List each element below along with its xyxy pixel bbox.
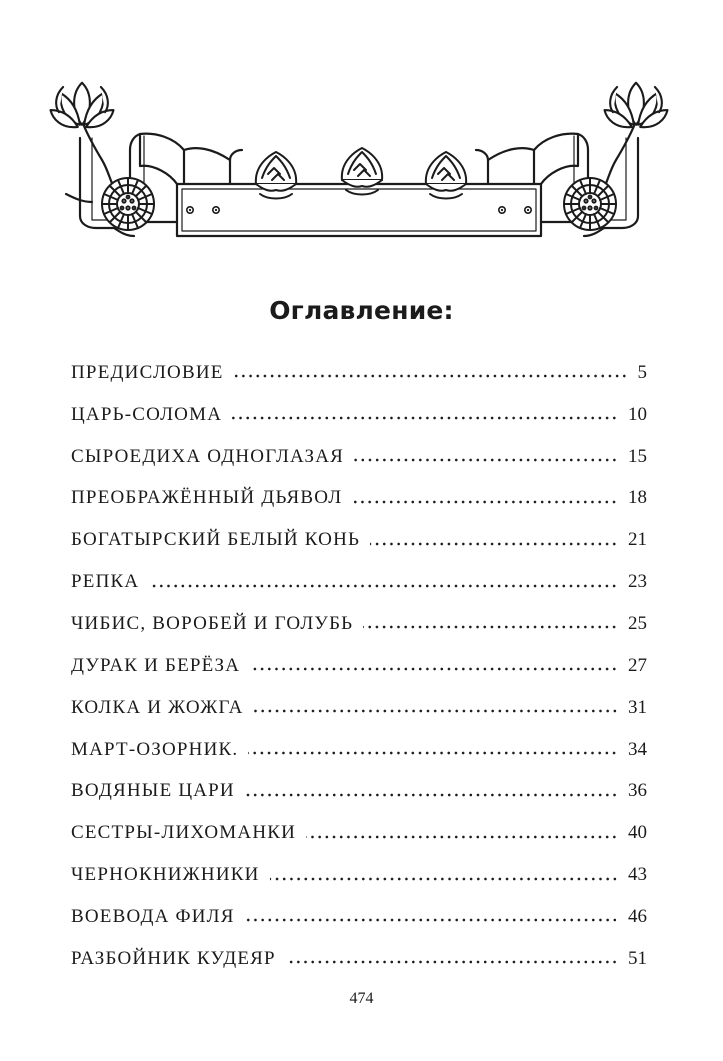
toc-entry-title: МАРТ-ОЗОРНИК. (71, 738, 239, 760)
dot-leader (370, 542, 618, 546)
toc-entry-page: 5 (637, 361, 647, 383)
dot-leader (232, 416, 618, 420)
toc-entry-page: 10 (628, 403, 647, 425)
toc-entry-page: 18 (628, 487, 647, 509)
toc-entry[interactable] (71, 854, 647, 896)
toc-entry[interactable] (71, 938, 647, 980)
toc-entry-title: КОЛКА И ЖОЖГА (71, 696, 244, 718)
toc-entry-title: ЧЕРНОКНИЖНИКИ (71, 864, 260, 886)
page-number: 474 (349, 990, 374, 1007)
dot-leader (286, 960, 618, 964)
toc-entry-title: БОГАТЫРСКИЙ БЕЛЫЙ КОНЬ (71, 529, 361, 551)
toc-entry-title: ВОЕВОДА ФИЛЯ (71, 905, 235, 927)
page-title: Оглавление: (269, 296, 454, 325)
toc-entry[interactable] (71, 645, 647, 687)
toc-entry-page: 25 (628, 612, 647, 634)
toc-entry-title: ПРЕДИСЛОВИЕ (71, 361, 224, 383)
toc-entry-page: 21 (628, 529, 647, 551)
toc-entry-title: ЧИБИС, ВОРОБЕЙ И ГОЛУБЬ (71, 612, 354, 634)
toc-entry-title: ВОДЯНЫЕ ЦАРИ (71, 780, 235, 802)
toc-entry-title: СЕСТРЫ-ЛИХОМАНКИ (71, 822, 297, 844)
toc-entry[interactable] (71, 394, 647, 436)
toc-entry[interactable] (71, 436, 647, 478)
dot-leader (245, 918, 618, 922)
toc-entry-page: 46 (628, 905, 647, 927)
toc-entry[interactable] (71, 812, 647, 854)
dot-leader (363, 625, 618, 629)
toc-entry[interactable] (71, 561, 647, 603)
toc-entry[interactable] (71, 687, 647, 729)
toc-entry-page: 23 (628, 571, 647, 593)
toc-entry[interactable] (71, 770, 647, 812)
dot-leader (245, 793, 618, 797)
toc-entry-page: 27 (628, 654, 647, 676)
toc-entry[interactable] (71, 352, 647, 394)
dot-leader (250, 667, 618, 671)
dot-leader (270, 877, 618, 881)
dot-leader (149, 584, 618, 588)
toc-entry-title: СЫРОЕДИХА ОДНОГЛАЗАЯ (71, 445, 345, 467)
toc-entry[interactable] (71, 729, 647, 771)
toc-entry-page: 43 (628, 864, 647, 886)
dot-leader (234, 374, 628, 378)
toc-entry-page: 31 (628, 696, 647, 718)
toc-entry-page: 51 (628, 947, 647, 969)
dot-leader (354, 458, 618, 462)
floral-banner-ornament-icon (44, 78, 674, 250)
dot-leader (248, 751, 618, 755)
toc-entry-page: 36 (628, 780, 647, 802)
dot-leader (352, 500, 618, 504)
dot-leader (306, 835, 618, 839)
toc-entry-title: РАЗБОЙНИК КУДЕЯР (71, 947, 276, 969)
toc-entry-title: ПРЕОБРАЖЁННЫЙ ДЬЯВОЛ (71, 487, 343, 509)
toc-entry[interactable] (71, 519, 647, 561)
table-of-contents (71, 352, 647, 980)
toc-entry-title: РЕПКА (71, 571, 140, 593)
toc-entry[interactable] (71, 478, 647, 520)
toc-entry-title: ЦАРЬ-СОЛОМА (71, 403, 223, 425)
toc-entry-page: 34 (628, 738, 647, 760)
toc-entry-page: 40 (628, 822, 647, 844)
toc-entry[interactable] (71, 603, 647, 645)
toc-entry[interactable] (71, 896, 647, 938)
toc-entry-title: ДУРАК И БЕРЁЗА (71, 654, 241, 676)
dot-leader (254, 709, 618, 713)
toc-entry-page: 15 (628, 445, 647, 467)
